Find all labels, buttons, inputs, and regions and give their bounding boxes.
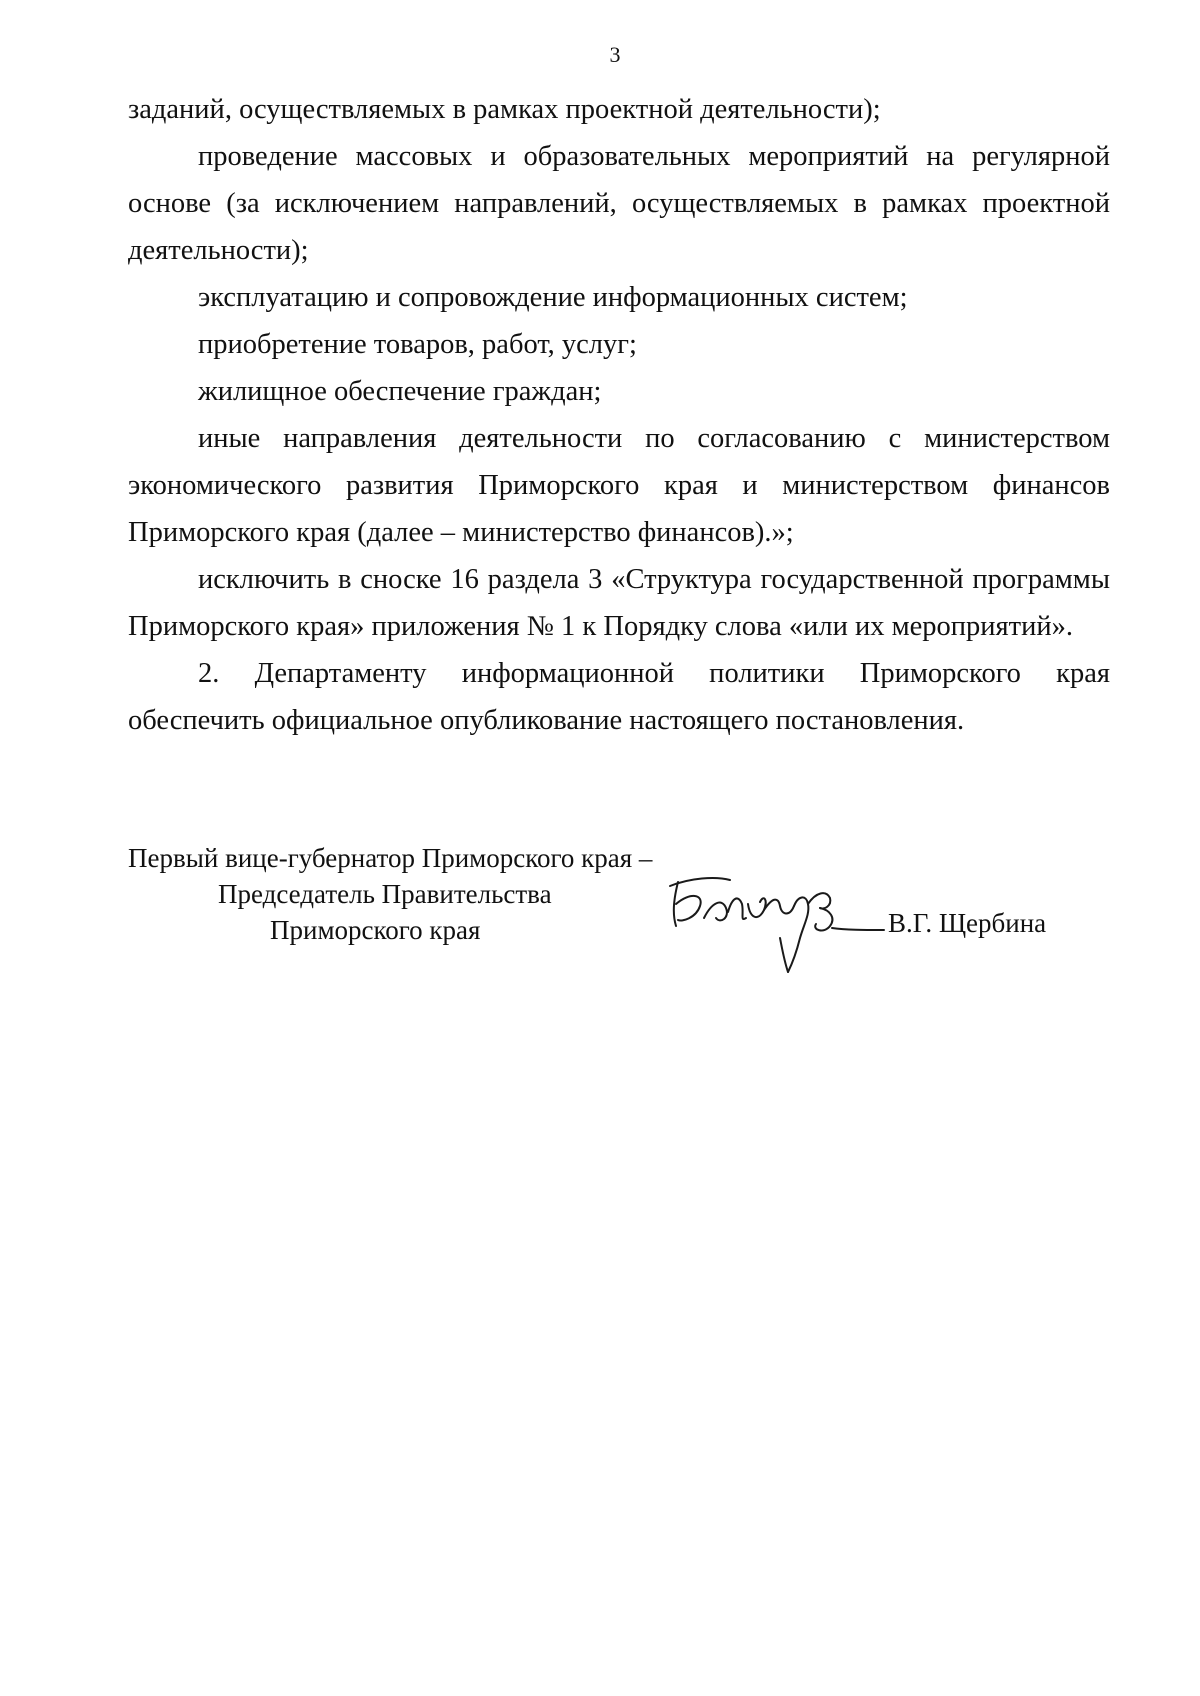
- paragraph: исключить в сноске 16 раздела 3 «Структура государственной программы Приморского края» приложения № 1 к Порядку слова «или их мероприятий».: [128, 564, 1110, 642]
- paragraph: заданий, осуществляемых в рамках проектной деятельности);: [128, 94, 881, 125]
- paragraph: жилищное обеспечение граждан;: [198, 376, 602, 407]
- handwritten-signature: [660, 868, 890, 978]
- document-body: [128, 86, 1110, 744]
- paragraph: иные направления деятельности по согласованию с министерством экономического развития Приморского края и министерством финансов Приморского края (далее – министерство финансов).»;: [128, 423, 1110, 548]
- paragraph: эксплуатацию и сопровождение информационных систем;: [198, 282, 908, 313]
- signatory-title-line: Председатель Правительства: [218, 879, 552, 909]
- signatory-title-line: Первый вице-губернатор Приморского края –: [128, 843, 653, 873]
- signatory-name: В.Г. Щербина: [888, 908, 1047, 938]
- paragraph: проведение массовых и образовательных мероприятий на регулярной основе (за исключением направлений, осуществляемых в рамках проектной деятельности);: [128, 141, 1110, 266]
- paragraph: приобретение товаров, работ, услуг;: [198, 329, 637, 360]
- signatory-title: [128, 840, 652, 948]
- signatory-title-line: Приморского края: [270, 915, 481, 945]
- paragraph: 2. Департаменту информационной политики Приморского края обеспечить официальное опубликование настоящего постановления.: [128, 658, 1110, 736]
- page-number: 3: [609, 42, 621, 67]
